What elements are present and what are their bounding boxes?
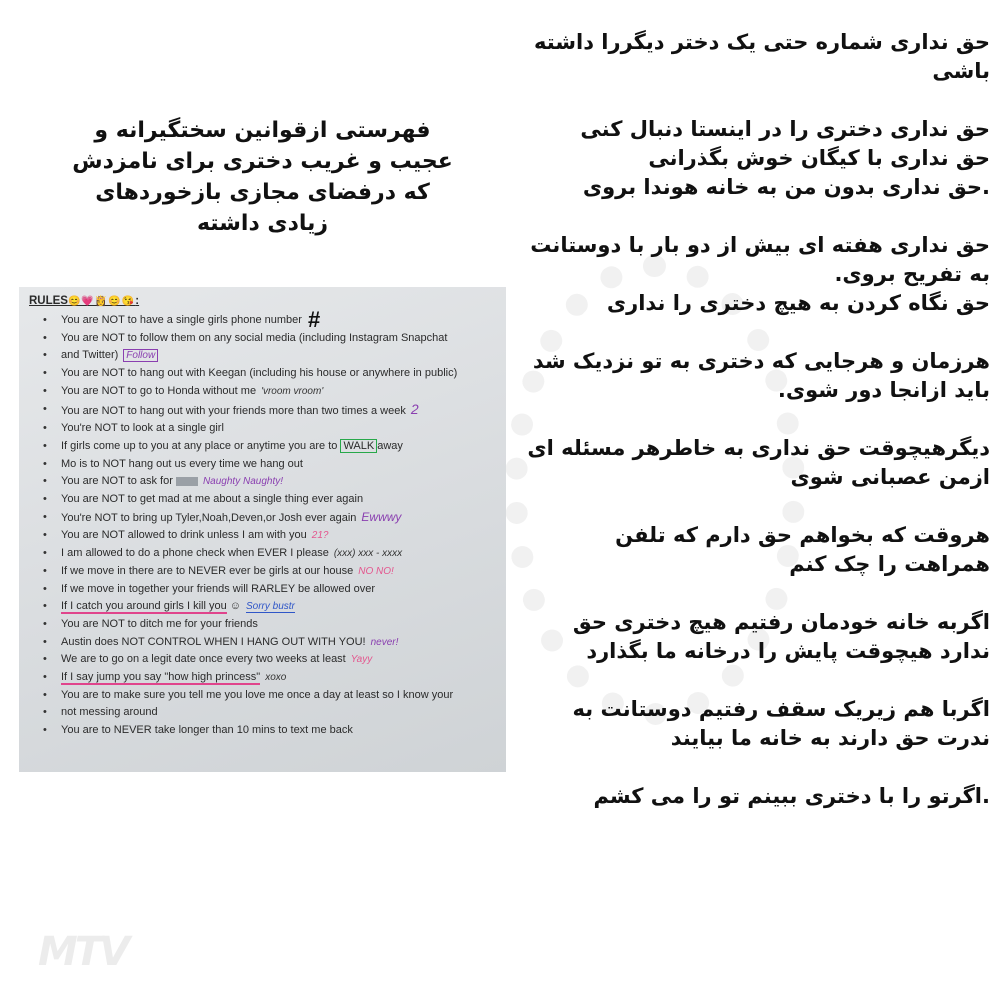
- handwritten-note: Ewwwy: [361, 509, 402, 524]
- translation-item: هروقت که بخواهم حق دارم که تلفن همراهت را چک کنم: [615, 523, 990, 576]
- translation-item: هرزمان و هرجایی که دختری به تو نزدیک شد باید ازانجا دور شوی.: [532, 349, 990, 402]
- rule-item: • Mo is to NOT hang out us every time we hang out: [29, 456, 498, 474]
- rule-item: • You are NOT to have a single girls phone number #: [29, 312, 498, 330]
- handwritten-note: xoxo: [265, 672, 287, 684]
- heading-line: که درفضای مجازی بازخوردهای: [95, 180, 430, 205]
- handwritten-note: never!: [370, 636, 399, 648]
- rule-item: • You are NOT to get mad at me about a single thing ever again: [29, 491, 498, 509]
- rule-item-continued: • and Twitter) Follow: [29, 347, 498, 365]
- rule-item: • If girls come up to you at any place or anytime you are to WALK away: [29, 438, 498, 456]
- translation-item: اگربا هم زیریک سقف رفتیم دوستانت به ندرت حق دارند به خانه ما بیایند: [572, 697, 990, 750]
- emoji-row: 😊💗👸😊😘: [67, 296, 136, 307]
- rule-item: • I am allowed to do a phone check when EVER I please (xxx) xxx - xxxx: [29, 545, 498, 563]
- page-heading: [60, 115, 465, 239]
- handwritten-note: Naughty Naughty!: [202, 476, 284, 488]
- rule-item: • If I catch you around girls I kill you ☺ Sorry bustr: [29, 598, 498, 616]
- handwritten-note: 21?: [311, 530, 329, 542]
- rules-paper-photo: [19, 287, 506, 772]
- rule-item: • You are NOT to hang out with your friends more than two times a week 2: [29, 401, 498, 421]
- heading-line: عجیب و غریب دختری برای نامزدش: [72, 149, 453, 174]
- handwritten-note: Follow: [123, 349, 158, 362]
- handwritten-note: NO NO!: [358, 565, 394, 577]
- rules-title: RULES😊💗👸😊😘:: [29, 295, 140, 307]
- smiley-face: ☺: [229, 600, 241, 613]
- rule-item: • You're NOT to look at a single girl: [29, 420, 498, 438]
- translation-item: حق نداری شماره حتی یک دختر دیگررا داشته باشی: [534, 30, 990, 83]
- censored-blur: [176, 477, 198, 486]
- handwritten-note: 2: [410, 400, 419, 417]
- translation-item: حق نداری با کیگان خوش بگذرانی: [648, 146, 990, 170]
- rule-item: • You are NOT to ask for Naughty Naughty!: [29, 473, 498, 491]
- translation-item: دیگرهیچوقت حق نداری به خاطرهر مسئله ای ازمن عصبانی شوی: [527, 436, 990, 489]
- rule-item: • You are to make sure you tell me you love me once a day at least so I know your: [29, 687, 498, 705]
- hash-mark: #: [307, 307, 321, 332]
- rule-item-continued: • not messing around: [29, 704, 498, 722]
- translation-item: .حق نداری بدون من به خانه هوندا بروی: [582, 175, 990, 199]
- rule-item: • We are to go on a legit date once every two weeks at least Yayy: [29, 651, 498, 669]
- mtv-logo: MTV: [38, 929, 128, 975]
- rule-item: • If we move in together your friends will RARLEY be allowed over: [29, 581, 498, 599]
- rule-item: • If I say jump you say "how high princess" xoxo: [29, 669, 498, 687]
- rule-item: • You are NOT to ditch me for your friends: [29, 616, 498, 634]
- rule-item: • You are to NEVER take longer than 10 mins to text me back: [29, 722, 498, 740]
- heading-line: فهرستی ازقوانین سختگیرانه و: [94, 118, 431, 143]
- translation-item: .اگرتو را با دختری ببینم تو را می کشم: [593, 784, 990, 808]
- walk-box: WALK: [340, 439, 377, 453]
- heading-line: زیادی داشته: [196, 211, 329, 236]
- rule-item: • If we move in there are to NEVER ever be girls at our house NO NO!: [29, 563, 498, 581]
- translation-item: حق نداری دختری را در اینستا دنبال کنی: [580, 117, 990, 141]
- rule-item: • You are NOT to hang out with Keegan (including his house or anywhere in public): [29, 365, 498, 383]
- handwritten-note: (xxx) xxx - xxxx: [333, 548, 403, 560]
- translation-item: اگربه خانه خودمان رفتیم هیچ دختری حق ندارد هیچوقت پایش را درخانه ما بگذارد: [572, 610, 990, 663]
- rule-item: • You are NOT to go to Honda without me 'vroom vroom': [29, 383, 498, 401]
- translation-list: [525, 28, 990, 840]
- rule-item: • Austin does NOT CONTROL WHEN I HANG OUT WITH YOU! never!: [29, 634, 498, 652]
- rule-item: • You are NOT to follow them on any social media (including Instagram Snapchat: [29, 330, 498, 348]
- handwritten-note: Yayy: [350, 654, 373, 666]
- translation-item: حق نگاه کردن به هیچ دختری را نداری: [606, 291, 990, 315]
- rule-item: • You are NOT allowed to drink unless I am with you 21?: [29, 527, 498, 545]
- rule-item: • You're NOT to bring up Tyler,Noah,Deven,or Josh ever again Ewwwy: [29, 509, 498, 528]
- translation-item: حق نداری هفته ای بیش از دو بار با دوستانت به تفریح بروی.: [530, 233, 990, 286]
- handwritten-note: 'vroom vroom': [261, 385, 324, 397]
- handwritten-note: Sorry bustr: [245, 601, 295, 613]
